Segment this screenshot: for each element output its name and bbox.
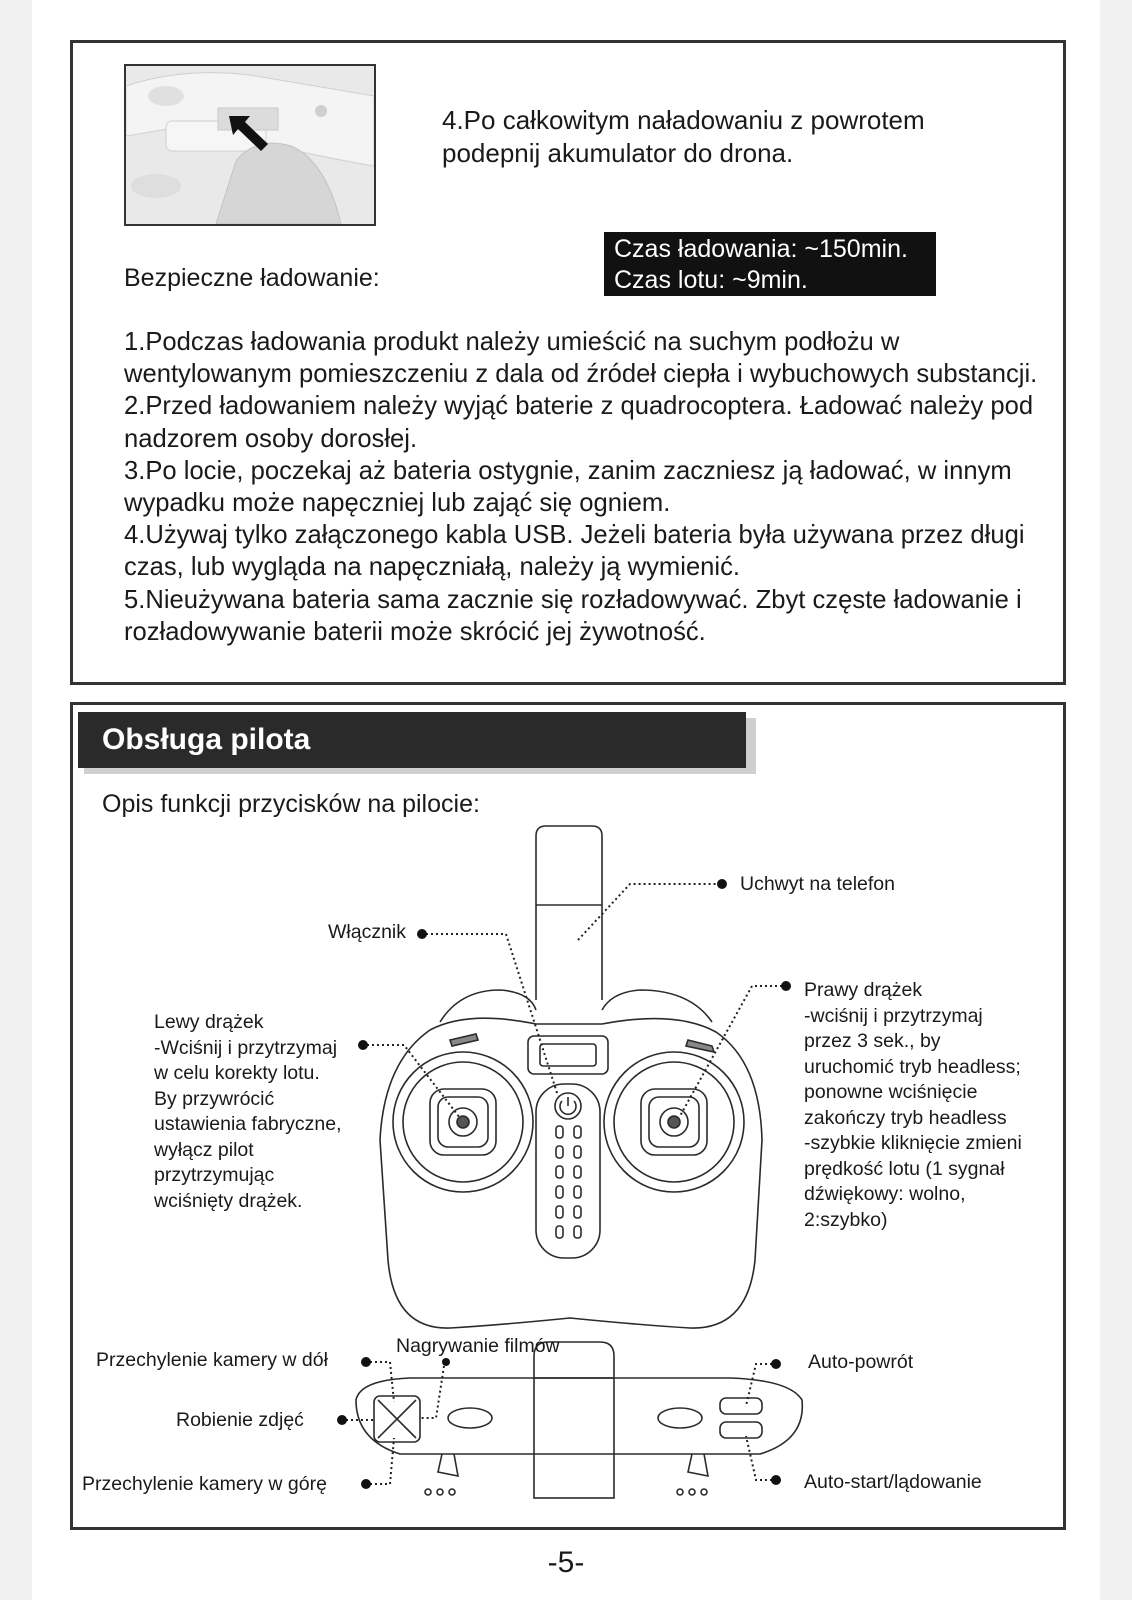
safe-charging-title: Bezpieczne ładowanie: <box>124 264 380 292</box>
label-auto-return: Auto-powrót <box>808 1351 914 1373</box>
label-tilt-down: Przechylenie kamery w dół <box>96 1349 328 1371</box>
phone-holder-icon <box>536 826 602 1000</box>
button-grid <box>556 1126 581 1238</box>
charge-time: Czas ładowania: ~150min. <box>614 235 908 263</box>
rule-3: 3.Po locie, poczekaj aż bateria ostygnie, zanim zaczniesz ją ładować, w innym wypadku może napęczniej lub zająć się ogniem. <box>124 456 1012 518</box>
auto-return-button <box>720 1398 762 1414</box>
rule-4: 4.Używaj tylko załączonego kabla USB. Jeżeli bateria była używana przez długi czas, lub wygląda na napęczniałą, należy ją wymienić. <box>124 521 1025 582</box>
label-photo: Robienie zdjęć <box>176 1409 304 1431</box>
label-tilt-up: Przechylenie kamery w górę <box>82 1473 327 1495</box>
auto-start-button <box>720 1422 762 1438</box>
label-record: Nagrywanie filmów <box>396 1335 560 1357</box>
label-power: Włącznik <box>328 921 407 943</box>
label-phone-holder: Uchwyt na telefon <box>740 873 896 895</box>
label-right-stick: Prawy drążek -wciśnij i przytrzymaj przez 3 sek., by uruchomić tryb headless; ponowne wciśnięcie zakończy tryb headless -szybkie kliknięcie zmieni prędkość lotu (1 sygnał dźwiękowy: wolno, 2:szybko) <box>804 979 1022 1231</box>
right-stick-icon <box>604 1052 744 1192</box>
left-stick-icon <box>393 1052 533 1192</box>
flight-time: Czas lotu: ~9min. <box>614 266 808 294</box>
rule-5: 5.Nieużywana bateria sama zacznie się rozładowywać. Zbyt częste ładowanie i rozładowywanie baterii może skrócić jej żywotność. <box>124 585 1022 646</box>
section-title: Obsługa pilota <box>102 723 311 756</box>
label-auto-start: Auto-start/lądowanie <box>804 1471 982 1493</box>
remote-subtitle: Opis funkcji przycisków na pilocie: <box>102 790 480 818</box>
remote-top-view <box>356 1342 802 1498</box>
page-number: -5- <box>547 1546 585 1579</box>
label-left-stick: Lewy drążek -Wciśnij i przytrzymaj w celu korekty lotu. By przywrócić ustawienia fabryczne, wyłącz pilot przytrzymując wciśnięty drążek. <box>154 1011 342 1212</box>
step4-text: 4.Po całkowitym naładowaniu z powrotem podepnij akumulator do drona. <box>442 105 925 168</box>
rule-1: 1.Podczas ładowania produkt należy umieścić na suchym podłożu w wentylowanym pomieszczeniu z dala od źródeł ciepła i wybuchowych substancji. <box>124 328 1038 389</box>
rule-2: 2.Przed ładowaniem należy wyjąć baterie z quadrocoptera. Ładować należy pod nadzorem osoby dorosłej. <box>124 392 1034 453</box>
